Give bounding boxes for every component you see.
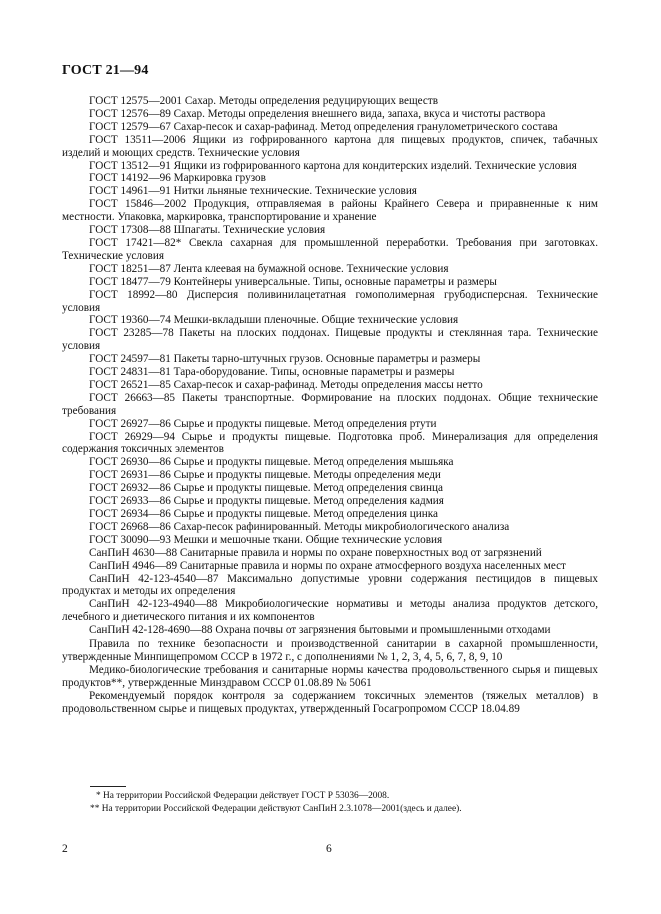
reference-item: ГОСТ 26521—85 Сахар-песок и сахар-рафинад. Методы определения массы нетто — [89, 378, 483, 391]
footnote-divider — [90, 786, 126, 787]
reference-item: Медико-биологические требования и санитарные нормы качества продовольственного сырья и пищевых продуктов**, утвержденные Минздравом СССР 01.08.89 № 5061 — [62, 663, 598, 689]
footnote-2: ** На территории Российской Федерации действуют СанПиН 2.3.1078—2001(здесь и далее). — [90, 804, 462, 814]
reference-item: Рекомендуемый порядок контроля за содержанием токсичных элементов (тяжелых металлов) в продовольственном сырье и пищевых продуктах, утвержденный Госагропромом СССР 18.04.89 — [62, 689, 598, 715]
reference-item: ГОСТ 26968—86 Сахар-песок рафинированный. Методы микробиологического анализа — [89, 520, 510, 533]
reference-item: ГОСТ 23285—78 Пакеты на плоских поддонах. Пищевые продукты и стеклянная тара. Технические условия — [62, 327, 598, 353]
reference-item: ГОСТ 14192—96 Маркировка грузов — [89, 172, 266, 185]
reference-item: ГОСТ 24597—81 Пакеты тарно-штучных грузов. Основные параметры и размеры — [89, 353, 481, 366]
reference-item: СанПиН 42-128-4690—88 Охрана почвы от загрязнения бытовыми и промышленными отходами — [89, 624, 551, 637]
reference-item: ГОСТ 19360—74 Мешки-вкладыши пленочные. Общие технические условия — [89, 314, 459, 327]
reference-item: ГОСТ 17308—88 Шпагаты. Технические условия — [89, 224, 326, 237]
reference-item: СанПиН 4630—88 Санитарные правила и нормы по охране поверхностных вод от загрязнений — [89, 546, 542, 559]
reference-item: ГОСТ 26927—86 Сырье и продукты пищевые. Метод определения ртути — [89, 417, 437, 430]
reference-item: ГОСТ 12576—89 Сахар. Методы определения внешнего вида, запаха, вкуса и чистоты раствора — [89, 107, 546, 120]
reference-item: СанПиН 42-123-4540—87 Максимально допустимые уровни содержания пестицидов в пищевых продуктах и методы их определения — [62, 572, 598, 598]
reference-item: ГОСТ 26933—86 Сырье и продукты пищевые. Метод определения кадмия — [89, 495, 444, 508]
reference-item: ГОСТ 24831—81 Тара-оборудование. Типы, основные параметры и размеры — [89, 366, 455, 379]
reference-item: ГОСТ 26663—85 Пакеты транспортные. Формирование на плоских поддонах. Общие технические требования — [62, 391, 598, 417]
references-list — [62, 95, 598, 716]
reference-item: ГОСТ 26931—86 Сырье и продукты пищевые. Методы определения меди — [89, 469, 441, 482]
reference-item: ГОСТ 17421—82* Свекла сахарная для промышленной переработки. Требования при заготовках. Технические условия — [62, 236, 598, 262]
reference-item: СанПиН 4946—89 Санитарные правила и нормы по охране атмосферного воздуха населенных мест — [89, 559, 566, 572]
reference-item: Правила по технике безопасности и производственной санитарии в сахарной промышленности, утвержденные Минпищепромом СССР в 1972 г., с дополнениями № 1, 2, 3, 4, 5, 6, 7, 8, 9, 10 — [62, 638, 598, 663]
reference-item: ГОСТ 14961—91 Нитки льняные технические. Технические условия — [89, 185, 417, 198]
reference-item: ГОСТ 26932—86 Сырье и продукты пищевые. Метод определения свинца — [89, 482, 443, 495]
reference-item: ГОСТ 12575—2001 Сахар. Методы определения редуцирующих веществ — [89, 95, 438, 107]
reference-item: ГОСТ 18477—79 Контейнеры универсальные. Типы, основные параметры и размеры — [89, 275, 497, 288]
reference-item: ГОСТ 15846—2002 Продукция, отправляемая в районы Крайнего Севера и приравненные к ним местности. Упаковка, маркировка, транспортирование и хранение — [62, 198, 598, 224]
reference-item: ГОСТ 18992—80 Дисперсия поливинилацетатная гомополимерная грубодисперсная. Технические условия — [62, 288, 598, 314]
reference-item: ГОСТ 26930—86 Сырье и продукты пищевые. Метод определения мышьяка — [89, 456, 454, 469]
document-header: ГОСТ 21—94 — [62, 63, 149, 78]
reference-item: ГОСТ 26929—94 Сырье и продукты пищевые. Подготовка проб. Минерализация для определения содержания токсичных элементов — [62, 430, 598, 456]
footnote-1: * На территории Российской Федерации действует ГОСТ Р 53036—2008. — [96, 791, 390, 801]
reference-item: ГОСТ 13512—91 Ящики из гофрированного картона для кондитерских изделий. Технические условия — [89, 159, 577, 172]
reference-item: ГОСТ 18251—87 Лента клеевая на бумажной основе. Технические условия — [89, 262, 449, 275]
page-number-center: 6 — [326, 843, 332, 855]
reference-item: ГОСТ 26934—86 Сырье и продукты пищевые. Метод определения цинка — [89, 508, 438, 520]
reference-item: ГОСТ 30090—93 Мешки и мешочные ткани. Общие технические условия — [89, 533, 443, 546]
reference-item: СанПиН 42-123-4940—88 Микробиологические нормативы и методы анализа продуктов детского, лечебного и диетического питания и их компонентов — [62, 598, 598, 624]
page-number-left: 2 — [62, 843, 68, 855]
reference-item: ГОСТ 12579—67 Сахар-песок и сахар-рафинад. Метод определения гранулометрического состава — [89, 120, 558, 133]
reference-item: ГОСТ 13511—2006 Ящики из гофрированного картона для пищевых продуктов, спичек, табачных изделий и моющих средств. Технические условия — [62, 133, 598, 159]
